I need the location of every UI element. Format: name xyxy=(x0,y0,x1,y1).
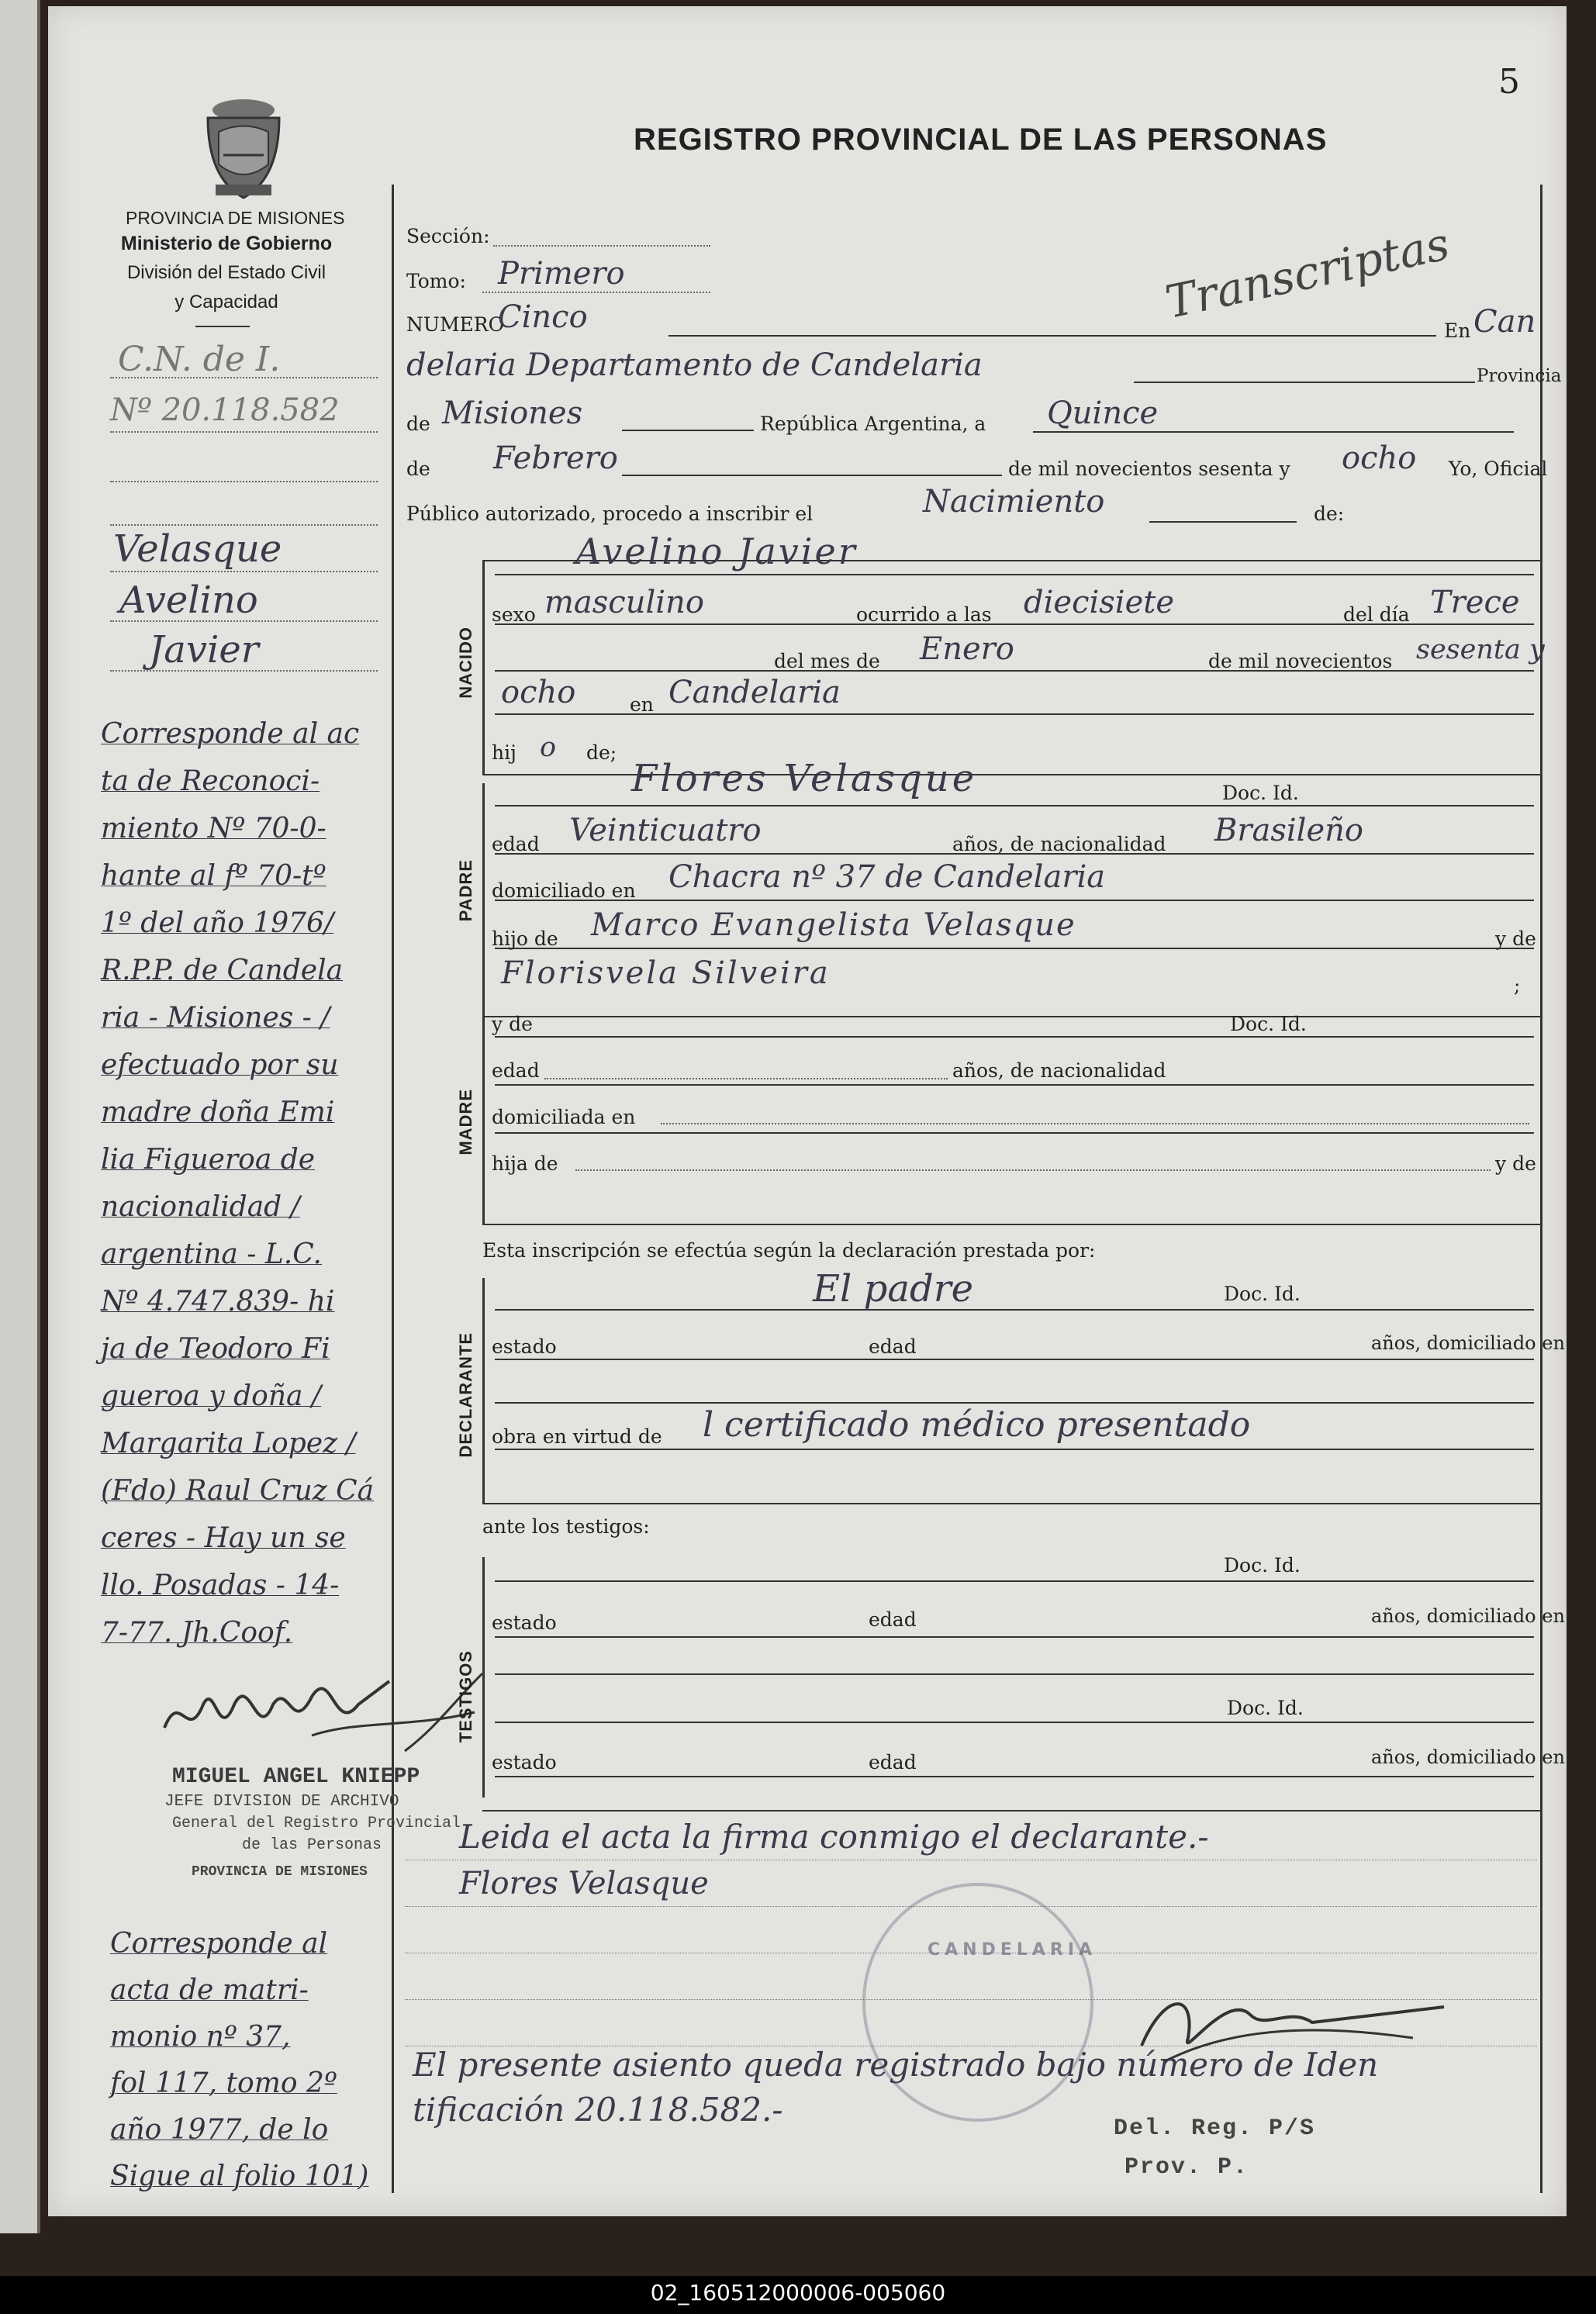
de-label-1: de xyxy=(406,413,430,435)
marginal-note-line: madre doña Emi xyxy=(101,1097,335,1128)
provincia-label: Provincia xyxy=(1477,366,1562,386)
left-rule xyxy=(110,571,378,572)
madre-bottom xyxy=(482,1224,1540,1225)
marginal-note-line: Corresponde al xyxy=(110,1928,328,1960)
birth-year-value2: ocho xyxy=(501,675,576,710)
marginal-note-line: acta de matri- xyxy=(110,1974,309,2006)
testigos-bottom xyxy=(482,1810,1540,1811)
province-value: Misiones xyxy=(442,395,583,431)
marginal-note-line: Nº 4.747.839- hi xyxy=(101,1286,335,1318)
declarante-name-line xyxy=(495,1309,1534,1311)
father-edad-value: Veinticuatro xyxy=(569,813,762,848)
de-colon-label: de: xyxy=(1314,503,1345,525)
closing-line: Leida el acta la firma conmigo el declarante.- xyxy=(459,1818,1209,1856)
declarante-domicilio-line xyxy=(495,1402,1534,1404)
father-name: Flores Velasque xyxy=(631,757,978,800)
father-edad-line xyxy=(495,853,1534,855)
father-anos-label: años, de nacionalidad xyxy=(952,833,1166,855)
archive-stamp-line2: JEFE DIVISION DE ARCHIVO xyxy=(164,1793,399,1811)
declarante-estado-line xyxy=(495,1359,1534,1360)
name1-left: Avelino xyxy=(119,578,258,622)
padre-bottom xyxy=(482,1016,1540,1017)
marginal-note-line: miento Nº 70-0- xyxy=(101,813,326,844)
mother-hija-line xyxy=(575,1169,1491,1171)
left-rule xyxy=(110,431,378,433)
declarante-estado-label: estado xyxy=(492,1335,557,1358)
month-line xyxy=(622,475,1002,476)
registry-line2: tificación 20.118.582.- xyxy=(413,2091,783,2129)
declarante-bracket xyxy=(482,1278,485,1503)
mother-edad-label: edad xyxy=(492,1059,540,1082)
marginal-note-line: año 1977, de lo xyxy=(110,2114,329,2146)
coat-of-arms-icon xyxy=(192,93,295,207)
padre-bracket xyxy=(482,783,485,1016)
testigo2-anos-label: años, domiciliado en xyxy=(1371,1746,1565,1768)
marginal-note-line: gueroa y doña / xyxy=(101,1380,322,1412)
left-rule xyxy=(110,524,378,526)
de-label-2: de xyxy=(406,458,430,480)
official-stamp-line2: Prov. P. xyxy=(1124,2154,1249,2181)
marginal-note-line: fol 117, tomo 2º xyxy=(110,2067,337,2099)
marginal-note-line: Sigue al folio 101) xyxy=(110,2160,369,2192)
father-domicilio-label: domiciliado en xyxy=(492,879,636,902)
father-hijo-line xyxy=(495,948,1534,949)
marginal-note-line: hante al fº 70-tº xyxy=(101,860,326,892)
numero-value: Cinco xyxy=(498,299,588,335)
act-value: Nacimiento xyxy=(923,484,1105,520)
marginal-note-line: efectuado por su xyxy=(101,1049,339,1081)
mil-label: de mil novecientos xyxy=(1208,650,1393,672)
marginal-note-line: 7-77. Jh.Coof. xyxy=(101,1617,293,1649)
testigo2-doc-label: Doc. Id. xyxy=(1227,1697,1304,1719)
ministry-label: Ministerio de Gobierno xyxy=(120,233,333,254)
previous-page-edge xyxy=(0,0,40,2233)
year-value: ocho xyxy=(1342,440,1417,476)
year-label: de mil novecientos sesenta y xyxy=(1008,458,1290,480)
archive-stamp-line1: MIGUEL ANGEL KNIEPP xyxy=(172,1765,420,1789)
testigos-intro: ante los testigos: xyxy=(482,1515,650,1538)
del-dia-label: del día xyxy=(1343,603,1410,626)
hijo-label: hij xyxy=(492,741,516,764)
birth-year-value: sesenta y xyxy=(1416,634,1545,665)
declarante-intro: Esta inscripción se efectúa según la declaración prestada por: xyxy=(482,1239,1096,1262)
sexo-label: sexo xyxy=(492,603,536,626)
image-caption: 02_160512000006-005060 xyxy=(650,2280,946,2305)
sexo-value: masculino xyxy=(544,585,704,620)
declarante-name: El padre xyxy=(813,1267,974,1311)
numero-line xyxy=(668,335,1436,337)
father-edad-label: edad xyxy=(492,833,540,855)
testigo1-doc-label: Doc. Id. xyxy=(1224,1554,1301,1577)
place-line xyxy=(1134,382,1475,383)
testigos-section-label: TESTIGOS xyxy=(456,1650,475,1743)
numero-label: NUMERO xyxy=(406,313,505,336)
declarante-anos-label: años, domiciliado en xyxy=(1371,1332,1565,1354)
testigo2-edad-label: edad xyxy=(869,1751,917,1773)
declarant-signature: Flores Velasque xyxy=(459,1866,709,1901)
act-line xyxy=(1149,521,1297,523)
father-doc-label: Doc. Id. xyxy=(1222,782,1299,804)
division-label-2: y Capacidad xyxy=(174,292,278,313)
mother-edad-line xyxy=(544,1078,948,1079)
archive-stamp-line3: General del Registro Provincial xyxy=(172,1815,461,1832)
padre-section-label: PADRE xyxy=(456,859,475,922)
mother-domicilio-line xyxy=(661,1123,1529,1124)
left-rule xyxy=(110,481,378,482)
testigo1-domicilio-line xyxy=(495,1673,1534,1675)
right-border xyxy=(1540,185,1542,2193)
father-domicilio-value: Chacra nº 37 de Candelaria xyxy=(668,859,1106,895)
father-name-line xyxy=(495,805,1534,806)
marginal-note-line: R.P.P. de Candela xyxy=(101,955,344,986)
publico-label: Público autorizado, procedo a inscribir el xyxy=(406,503,814,525)
hora-value: diecisiete xyxy=(1024,585,1175,620)
month-value: Febrero xyxy=(493,440,618,476)
id-number-line2: Nº 20.118.582 xyxy=(110,392,340,428)
testigo1-edad-label: edad xyxy=(869,1608,917,1631)
document-title: REGISTRO PROVINCIAL DE LAS PERSONAS xyxy=(634,123,1328,157)
marginal-note-line: argentina - L.C. xyxy=(101,1238,322,1270)
en-label-2: en xyxy=(630,693,654,716)
dia-value: Trece xyxy=(1430,585,1520,620)
marginal-note-line: (Fdo) Raul Cruz Cá xyxy=(101,1475,375,1507)
madre-section-label: MADRE xyxy=(456,1089,475,1155)
mes-label: del mes de xyxy=(774,650,880,672)
declarante-bottom xyxy=(482,1503,1540,1504)
child-name-line xyxy=(495,574,1534,575)
obra-value: l certificado médico presentado xyxy=(703,1405,1251,1445)
father-hijo-de-label: hijo de xyxy=(492,927,558,950)
mother-domicilio-label: domiciliada en xyxy=(492,1106,636,1128)
ocurrido-label: ocurrido a las xyxy=(856,603,992,626)
left-rule xyxy=(110,670,378,672)
testigo2-estado-line xyxy=(495,1776,1534,1777)
father-semicolon: ; xyxy=(1514,974,1521,996)
paternal-grandfather: Marco Evangelista Velasque xyxy=(591,907,1076,943)
testigo1-estado-line xyxy=(495,1636,1534,1638)
round-stamp-text: CANDELARIA xyxy=(928,1940,1097,1960)
declarante-edad-label: edad xyxy=(869,1335,917,1358)
mother-name-line xyxy=(495,1036,1534,1038)
mes-line xyxy=(495,670,1534,672)
province-line xyxy=(622,430,754,431)
testigos-bracket xyxy=(482,1557,485,1798)
mother-y-de-label: y de xyxy=(492,1013,533,1035)
left-column-divider xyxy=(392,185,394,2193)
mother-domicilio-row xyxy=(495,1132,1534,1134)
seccion-label: Sección: xyxy=(406,225,490,247)
declarante-doc-label: Doc. Id. xyxy=(1224,1283,1301,1305)
archive-stamp-line4: de las Personas xyxy=(242,1836,382,1854)
en-label: En xyxy=(1444,319,1471,342)
marginal-note-line: monio nº 37, xyxy=(110,2021,291,2053)
transcribed-stamp: Transcriptas xyxy=(1160,217,1454,329)
surname-left: Velasque xyxy=(113,527,282,571)
page-number: 5 xyxy=(1498,62,1520,102)
tomo-line xyxy=(482,292,710,293)
testigo1-name-line xyxy=(495,1580,1534,1582)
mother-anos-label: años, de nacionalidad xyxy=(952,1059,1166,1082)
marginal-note-line: lia Figueroa de xyxy=(101,1144,316,1176)
child-name: Avelino Javier xyxy=(575,530,858,572)
left-rule xyxy=(110,620,378,622)
place-value: delaria Departamento de Candelaria xyxy=(406,347,983,383)
testigo1-anos-label: años, domiciliado en xyxy=(1371,1605,1565,1627)
official-stamp-line1: Del. Reg. P/S xyxy=(1114,2115,1316,2142)
marginal-note-line: Corresponde al ac xyxy=(101,718,360,750)
day-line xyxy=(1033,431,1514,433)
marginal-note-line: llo. Posadas - 14- xyxy=(101,1570,340,1601)
marginal-note-line: ta de Reconoci- xyxy=(101,765,320,797)
father-nacionalidad-value: Brasileño xyxy=(1214,813,1363,848)
archive-stamp-line5: PROVINCIA DE MISIONES xyxy=(192,1864,368,1880)
mother-doc-label: Doc. Id. xyxy=(1230,1013,1307,1035)
marginal-note-line: nacionalidad / xyxy=(101,1191,300,1223)
official-signature-icon xyxy=(157,1658,482,1770)
mother-y-de-label2: y de xyxy=(1495,1152,1536,1175)
nacido-section-label: NACIDO xyxy=(456,627,475,699)
obra-line xyxy=(495,1449,1534,1450)
testigo1-estado-label: estado xyxy=(492,1611,557,1634)
madre-bracket xyxy=(482,1016,485,1224)
obra-label: obra en virtud de xyxy=(492,1425,662,1448)
testigo2-estado-label: estado xyxy=(492,1751,557,1773)
marginal-note-line: Margarita Lopez / xyxy=(101,1428,356,1459)
marginal-note-line: 1º del año 1976/ xyxy=(101,907,334,939)
division-label-1: División del Estado Civil xyxy=(126,262,326,283)
lugar-line xyxy=(495,713,1534,715)
father-domicilio-line xyxy=(495,900,1534,901)
hijo-de-label: de; xyxy=(586,741,617,764)
republica-label: República Argentina, a xyxy=(760,413,986,435)
marginal-note-line: ria - Misiones - / xyxy=(101,1002,330,1034)
name2-left: Javier xyxy=(149,628,259,672)
tomo-value: Primero xyxy=(498,256,625,292)
nacido-bracket xyxy=(482,560,485,774)
registry-line1: El presente asiento queda registrado bajo número de Iden xyxy=(413,2046,1379,2084)
lugar-value: Candelaria xyxy=(668,675,841,710)
marginal-note-line: ceres - Hay un se xyxy=(101,1522,346,1554)
paternal-grandmother: Florisvela Silveira xyxy=(501,955,831,991)
hijo-value: o xyxy=(540,732,557,763)
mes-value: Enero xyxy=(920,631,1014,667)
tomo-label: Tomo: xyxy=(406,270,466,292)
id-number-line1: C.N. de I. xyxy=(118,340,281,379)
testigo2-name-line xyxy=(495,1722,1534,1723)
oficial-label: Yo, Oficial xyxy=(1449,458,1548,480)
header-divider xyxy=(195,326,250,327)
document-page xyxy=(48,6,1567,2216)
mother-hija-de-label: hija de xyxy=(492,1152,558,1175)
day-value: Quince xyxy=(1047,395,1159,431)
sexo-line xyxy=(495,623,1534,625)
marginal-note-line: ja de Teodoro Fi xyxy=(101,1333,330,1365)
round-registry-stamp xyxy=(862,1883,1097,2122)
en-value: Can xyxy=(1473,304,1536,340)
declarante-section-label: DECLARANTE xyxy=(456,1332,475,1458)
mother-edad-row xyxy=(495,1084,1534,1086)
province-label: PROVINCIA DE MISIONES xyxy=(126,208,345,228)
seccion-line xyxy=(493,245,710,247)
father-y-de-label: y de xyxy=(1495,927,1536,950)
